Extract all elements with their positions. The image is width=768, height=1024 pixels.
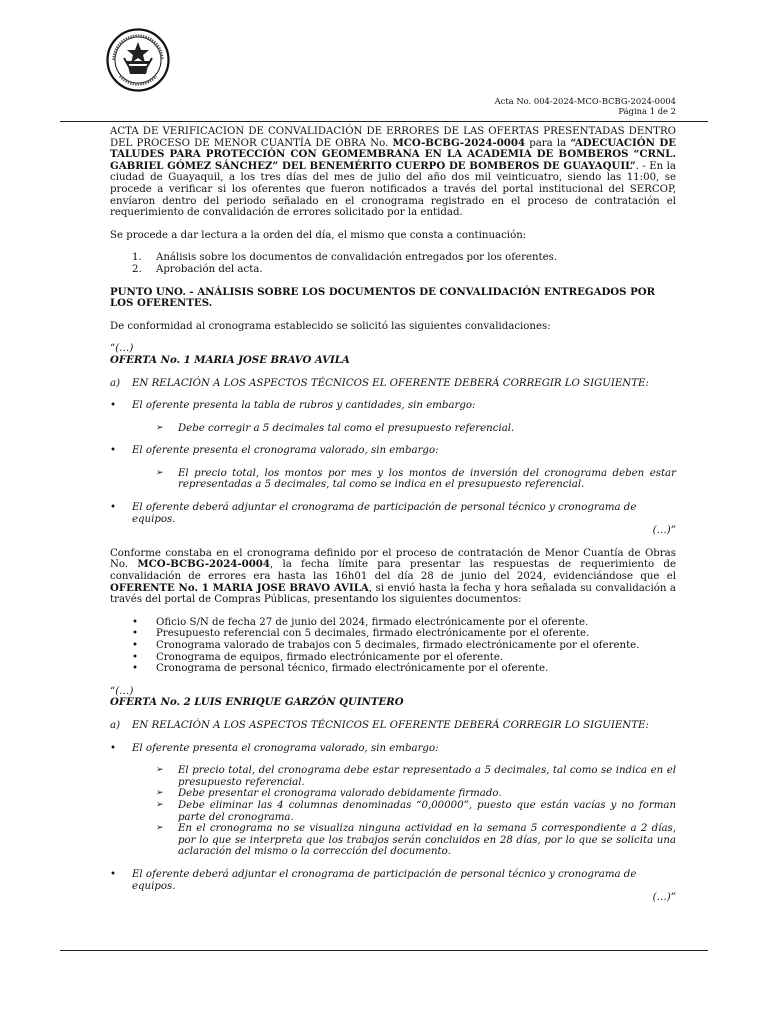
oferta-2-title: OFERTA No. 2 LUIS ENRIQUE GARZÓN QUINTERO xyxy=(110,696,404,709)
list-item: • Cronograma valorado de trabajos con 5 decimales, firmado electrónicamente por el oferente. xyxy=(132,640,640,651)
conformidad-text: De conformidad al cronograma establecido se solicitó las siguientes convalidaciones: xyxy=(110,320,551,332)
acta-number: Acta No. 004-2024-MCO-BCBG-2024-0004 xyxy=(494,96,676,106)
oferta-1-section-a: a) EN RELACIÓN A LOS ASPECTOS TÉCNICOS EL OFERENTE DEBERÁ CORREGIR LO SIGUIENTE: xyxy=(110,377,649,389)
intro-text-1: ACTA DE VERIFICACION DE CONVALIDACIÓN DE ERRORES DE LAS OFERTAS PRESENTADAS DENTRO DEL PROCESO DE MENOR CUANTÍA DE OBRA No. xyxy=(110,126,676,149)
close-quote: (…)” xyxy=(652,525,676,537)
header-divider xyxy=(60,121,708,122)
process-code: MCO-BCBG-2024-0004 xyxy=(392,136,526,149)
page-number: Página 1 de 2 xyxy=(618,106,676,116)
intro-text-3: . - En la ciudad de Guayaquil, a los tres días del mes de julio del año dos mil veinticuatro, siendo las 11:00, se procede a verificar si los oferentes que fueron notificados a través del portal institucional del SERCOP, envíaron dentro del periodo señalado en el cronograma registrado en el proceso de contratación el requerimiento de convalidación de errores solicitado por la entidad. xyxy=(110,160,676,219)
bullet-icon: • xyxy=(110,502,117,514)
oferta-1-subitem: ➢ Debe corregir a 5 decimales tal como el presupuesto referencial. xyxy=(156,422,515,434)
list-item: • Cronograma de personal técnico, firmado electrónicamente por el oferente. xyxy=(132,663,549,675)
arrow-bullet-icon: ➢ xyxy=(156,467,164,478)
punto-uno-heading: PUNTO UNO. - ANÁLISIS SOBRE LOS DOCUMENTOS DE CONVALIDACIÓN ENTREGADOS POR LOS OFERENTES. xyxy=(110,285,656,310)
oferta-2-bullet: • El oferente presenta el cronograma valorado, sin embargo: xyxy=(110,742,439,754)
agenda-list xyxy=(110,252,676,275)
oferta-1-bullet: • El oferente presenta la tabla de rubros y cantidades, sin embargo: xyxy=(110,400,476,412)
bullet-icon: • xyxy=(110,400,117,412)
oferta-2-section-a: a) EN RELACIÓN A LOS ASPECTOS TÉCNICOS EL OFERENTE DEBERÁ CORREGIR LO SIGUIENTE: xyxy=(110,719,649,731)
fire-department-seal-logo xyxy=(106,28,170,92)
arrow-bullet-icon: ➢ xyxy=(156,422,164,433)
arrow-bullet-icon: ➢ xyxy=(156,799,164,810)
bullet-icon: • xyxy=(132,628,139,640)
list-item: ➢ El precio total, del cronograma debe estar representado a 5 decimales, tal como se indica en el presupuesto referencial. xyxy=(156,765,676,788)
list-item: ➢ Debe eliminar las 4 columnas denominadas “0,00000”, puesto que están vacías y no forman parte del cronograma. xyxy=(156,799,676,823)
project-name: “ADECUACIÓN DE TALUDES PARA PROTECCIÓN CON GEOMEMBRANA EN LA ACADEMIA DE BOMBEROS “CRNL. GABRIEL GÓMEZ SÁNCHEZ” DEL BENEMÉRITO CUERPO DE BOMBEROS DE GUAYAQUIL” xyxy=(110,136,677,172)
intro-text-2: para la xyxy=(525,137,571,149)
conforme-paragraph: Conforme constaba en el cronograma definido por el proceso de contratación de Menor Cuantía de Obras No. MCO-BCBG-2024-0004, la fecha límite para presentar las respuestas de requerimiento de convalidación de errores era hasta las 16h01 del día 28 de junio del 2024, evidenciándose que el OFERENTE No. 1 MARIA JOSE BRAVO AVILA, si envió hasta la fecha y hora señalada su convalidación a través del portal de Compras Públicas, presentando los siguientes documentos: xyxy=(110,547,676,606)
arrow-bullet-icon: ➢ xyxy=(156,788,164,799)
open-quote: “(…) xyxy=(110,343,134,355)
document-body xyxy=(110,126,676,904)
list-item: • Cronograma de equipos, firmado electrónicamente por el oferente. xyxy=(132,651,504,663)
arrow-bullet-icon: ➢ xyxy=(156,823,164,834)
oferta-1-bullet: • El oferente deberá adjuntar el cronograma de participación de personal técnico y cronograma de equipos. xyxy=(110,502,637,525)
bullet-icon: • xyxy=(132,640,139,651)
oferente-name: OFERENTE No. 1 MARIA JOSE BRAVO AVILA xyxy=(110,581,369,594)
bullet-icon: • xyxy=(132,616,139,628)
agenda-intro: Se procede a dar lectura a la orden del día, el mismo que consta a continuación: xyxy=(110,229,527,241)
bullet-icon: • xyxy=(132,651,139,663)
documents-list xyxy=(110,617,676,675)
open-quote: “(…) xyxy=(110,685,134,697)
header-reference xyxy=(495,96,676,116)
oferta-2-subitems xyxy=(110,765,676,858)
list-item: • Presupuesto referencial con 5 decimales, firmado electrónicamente por el oferente. xyxy=(132,628,590,640)
oferta-1-bullet: • El oferente presenta el cronograma valorado, sin embargo: xyxy=(110,445,439,457)
bullet-icon: • xyxy=(110,445,117,457)
oferta-1-title: OFERTA No. 1 MARIA JOSE BRAVO AVILA xyxy=(110,353,350,366)
footer-divider xyxy=(60,950,708,951)
close-quote: (…)” xyxy=(652,892,676,904)
oferta-2-bullet: • El oferente deberá adjuntar el cronograma de participación de personal técnico y cronograma de equipos. xyxy=(110,868,637,892)
intro-paragraph xyxy=(110,126,676,219)
bullet-icon: • xyxy=(110,868,117,880)
list-item: ➢ Debe presentar el cronograma valorado debidamente firmado. xyxy=(156,788,502,800)
arrow-bullet-icon: ➢ xyxy=(156,765,164,776)
process-code: MCO-BCBG-2024-0004 xyxy=(137,558,270,571)
bullet-icon: • xyxy=(132,663,139,675)
agenda-item: 1. Análisis sobre los documentos de convalidación entregados por los oferentes. xyxy=(132,252,558,264)
agenda-item: 2. Aprobación del acta. xyxy=(132,263,263,275)
oferta-1-subitem: ➢ El precio total, los montos por mes y los montos de inversión del cronograma deben estar representadas a 5 decimales, tal como se indica en el presupuesto referencial. xyxy=(156,467,676,491)
list-item: ➢ En el cronograma no se visualiza ninguna actividad en la semana 5 correspondiente a 2 días, por lo que se interpreta que los trabajos serán concluidos en 28 días, por lo que se solicita una aclaración del mismo o la corrección del documento. xyxy=(156,823,676,858)
bullet-icon: • xyxy=(110,742,117,754)
list-item: • Oficio S/N de fecha 27 de junio del 2024, firmado electrónicamente por el oferente. xyxy=(132,616,589,628)
